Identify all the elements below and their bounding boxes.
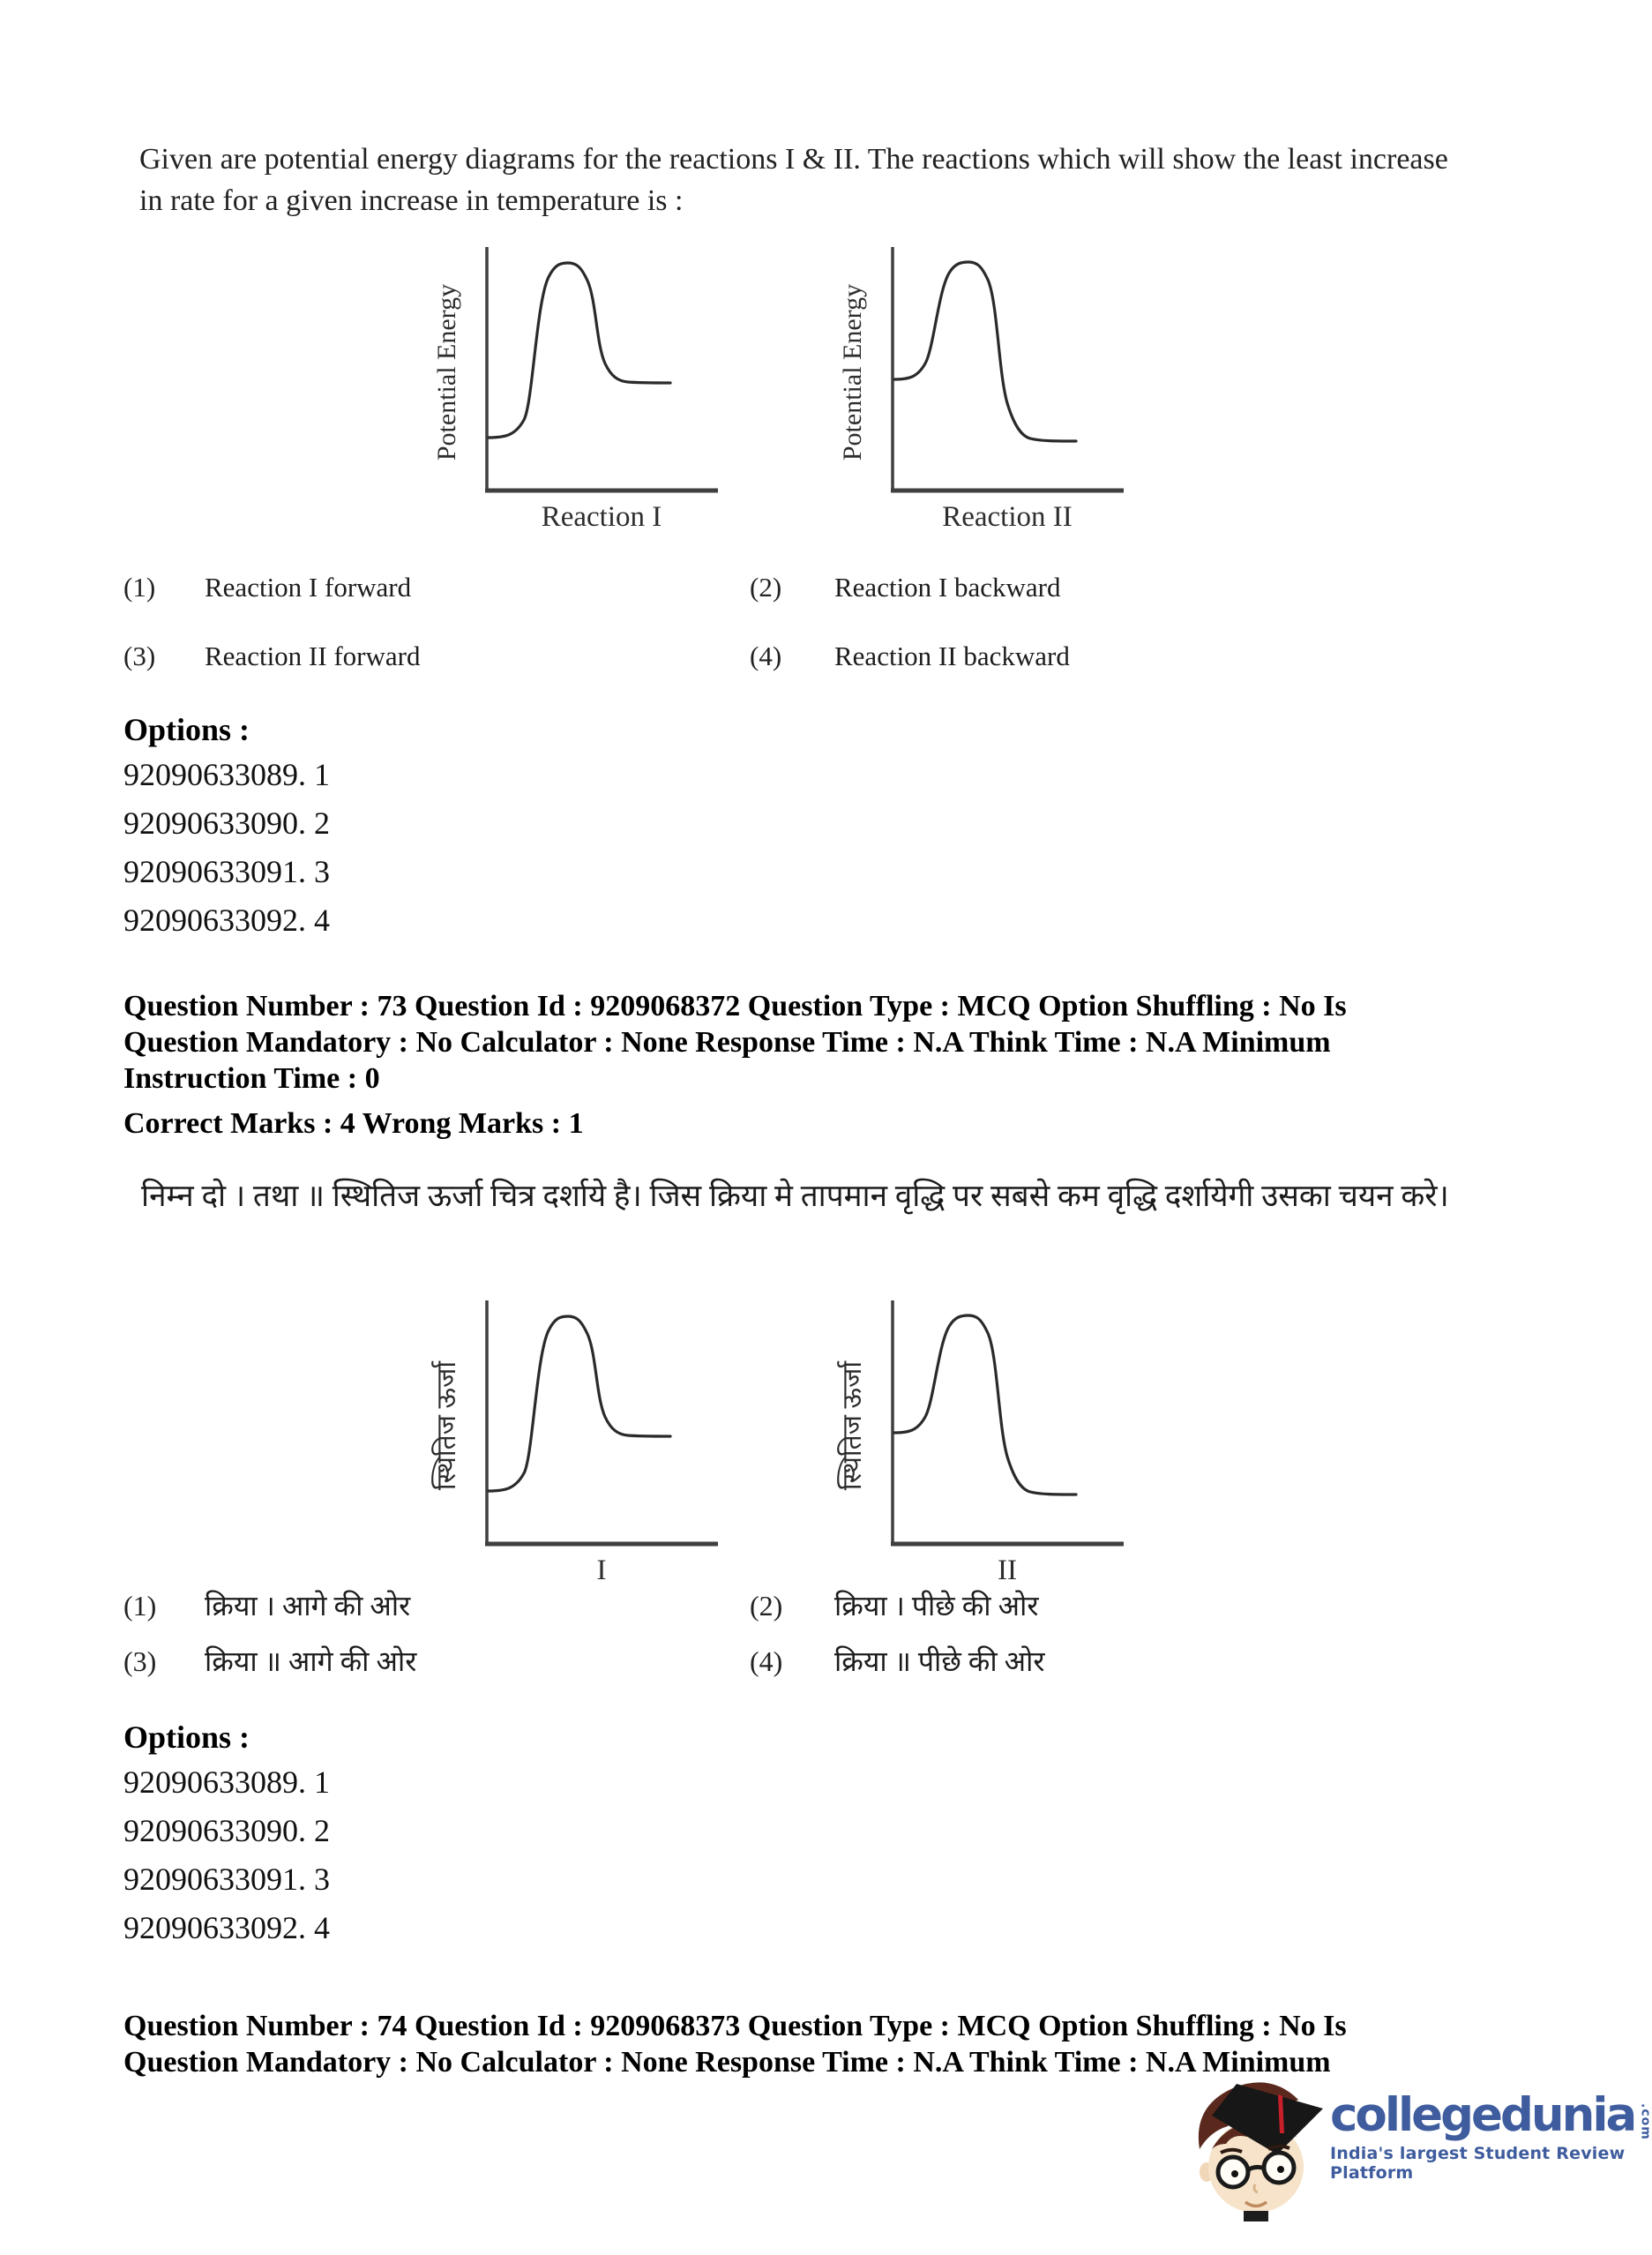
- meta-line: Question Mandatory : No Calculator : None Response Time : N.A Think Time : N.A Minimum: [123, 2046, 1331, 2079]
- choice-label: Reaction I forward: [205, 572, 412, 603]
- option-id: 92090633092. 4: [123, 903, 330, 938]
- energy-curve: [489, 263, 670, 438]
- energy-curve: [894, 262, 1076, 441]
- choice-label: Reaction II forward: [205, 641, 421, 671]
- options-heading: Options :: [123, 712, 250, 747]
- option-id: 92090633089. 1: [123, 757, 330, 792]
- question-73-metadata: [123, 988, 1347, 1142]
- choice-label: Reaction I backward: [834, 572, 1061, 603]
- meta-line: Question Number : 73 Question Id : 9209068372 Question Type : MCQ Option Shuffling : No Is: [123, 990, 1347, 1023]
- choices-hindi: [123, 1586, 1044, 1680]
- x-axis-label: I: [596, 1555, 607, 1586]
- option-id: 92090633092. 4: [123, 1910, 330, 1945]
- question-74-metadata: [123, 2008, 1347, 2077]
- marks-line: Correct Marks : 4 Wrong Marks : 1: [123, 1107, 584, 1140]
- y-axis-label: Potential Energy: [838, 283, 867, 461]
- choice-number: (3): [123, 641, 156, 671]
- potential-energy-diagrams-english: [0, 240, 1593, 536]
- meta-line: Instruction Time : 0: [123, 1062, 380, 1095]
- meta-line: Question Mandatory : No Calculator : None Response Time : N.A Think Time : N.A Minimum: [123, 1026, 1331, 1059]
- y-axis-label: स्थितिज ऊर्जा: [838, 1360, 867, 1491]
- choice-label: Reaction II backward: [834, 641, 1070, 671]
- option-id: 92090633090. 2: [123, 805, 330, 841]
- choice-number: (4): [750, 1645, 783, 1677]
- collegedunia-logo: [1191, 2079, 1652, 2255]
- option-id: 92090633089. 1: [123, 1764, 330, 1800]
- option-id: 92090633091. 3: [123, 1862, 330, 1897]
- logo-tld-text: .com: [1638, 2103, 1652, 2140]
- energy-curve: [894, 1315, 1076, 1495]
- choices-english: [123, 572, 1070, 672]
- choice-number: (2): [750, 1590, 783, 1622]
- collegedunia-mascot-icon: [1191, 2079, 1325, 2227]
- options-heading: Options :: [123, 1719, 250, 1755]
- y-axis-label: Potential Energy: [432, 283, 461, 461]
- question-text-hindi: निम्न दो । तथा ॥ स्थितिज ऊर्जा चित्र दर्शाये है। जिस क्रिया मे तापमान वृद्धि पर सबसे कम वृद्धि दर्शायेगी उसका चयन करे।: [141, 1179, 1449, 1213]
- reaction-1-diagram: [434, 240, 727, 536]
- x-axis-label: Reaction II: [942, 501, 1073, 533]
- choice-label: क्रिया । पीछे की ओर: [834, 1590, 1039, 1622]
- logo-brand-text: collegedunia: [1330, 2088, 1635, 2142]
- logo-tagline: India's largest Student Review Platform: [1330, 2143, 1626, 2183]
- reaction-2-diagram: [840, 240, 1132, 536]
- options-id-block-1: [123, 711, 330, 942]
- meta-line: Question Number : 74 Question Id : 9209068373 Question Type : MCQ Option Shuffling : No Is: [123, 2010, 1347, 2042]
- choice-label: क्रिया ॥ पीछे की ओर: [834, 1645, 1045, 1677]
- choice-number: (4): [750, 641, 782, 671]
- options-id-block-2: [123, 1719, 330, 1950]
- reaction-2-diagram-hindi: [840, 1293, 1132, 1590]
- x-axis-label: II: [998, 1555, 1017, 1586]
- x-axis-label: Reaction I: [541, 501, 662, 533]
- option-id: 92090633090. 2: [123, 1813, 330, 1848]
- choice-number: (1): [123, 1590, 157, 1622]
- energy-curve: [489, 1316, 670, 1491]
- choice-label: क्रिया । आगे की ओर: [205, 1590, 411, 1622]
- choice-number: (1): [123, 572, 156, 603]
- reaction-1-diagram-hindi: [434, 1293, 727, 1590]
- choice-number: (2): [750, 572, 782, 603]
- potential-energy-diagrams-hindi: [0, 1293, 1593, 1590]
- choice-number: (3): [123, 1645, 157, 1677]
- y-axis-label: स्थितिज ऊर्जा: [432, 1360, 461, 1491]
- choice-label: क्रिया ॥ आगे की ओर: [205, 1645, 417, 1677]
- option-id: 92090633091. 3: [123, 854, 330, 889]
- question-text-english: Given are potential energy diagrams for the reactions I & II. The reactions which will show the least increase in rate for a given increase in temperature is :: [139, 143, 1448, 217]
